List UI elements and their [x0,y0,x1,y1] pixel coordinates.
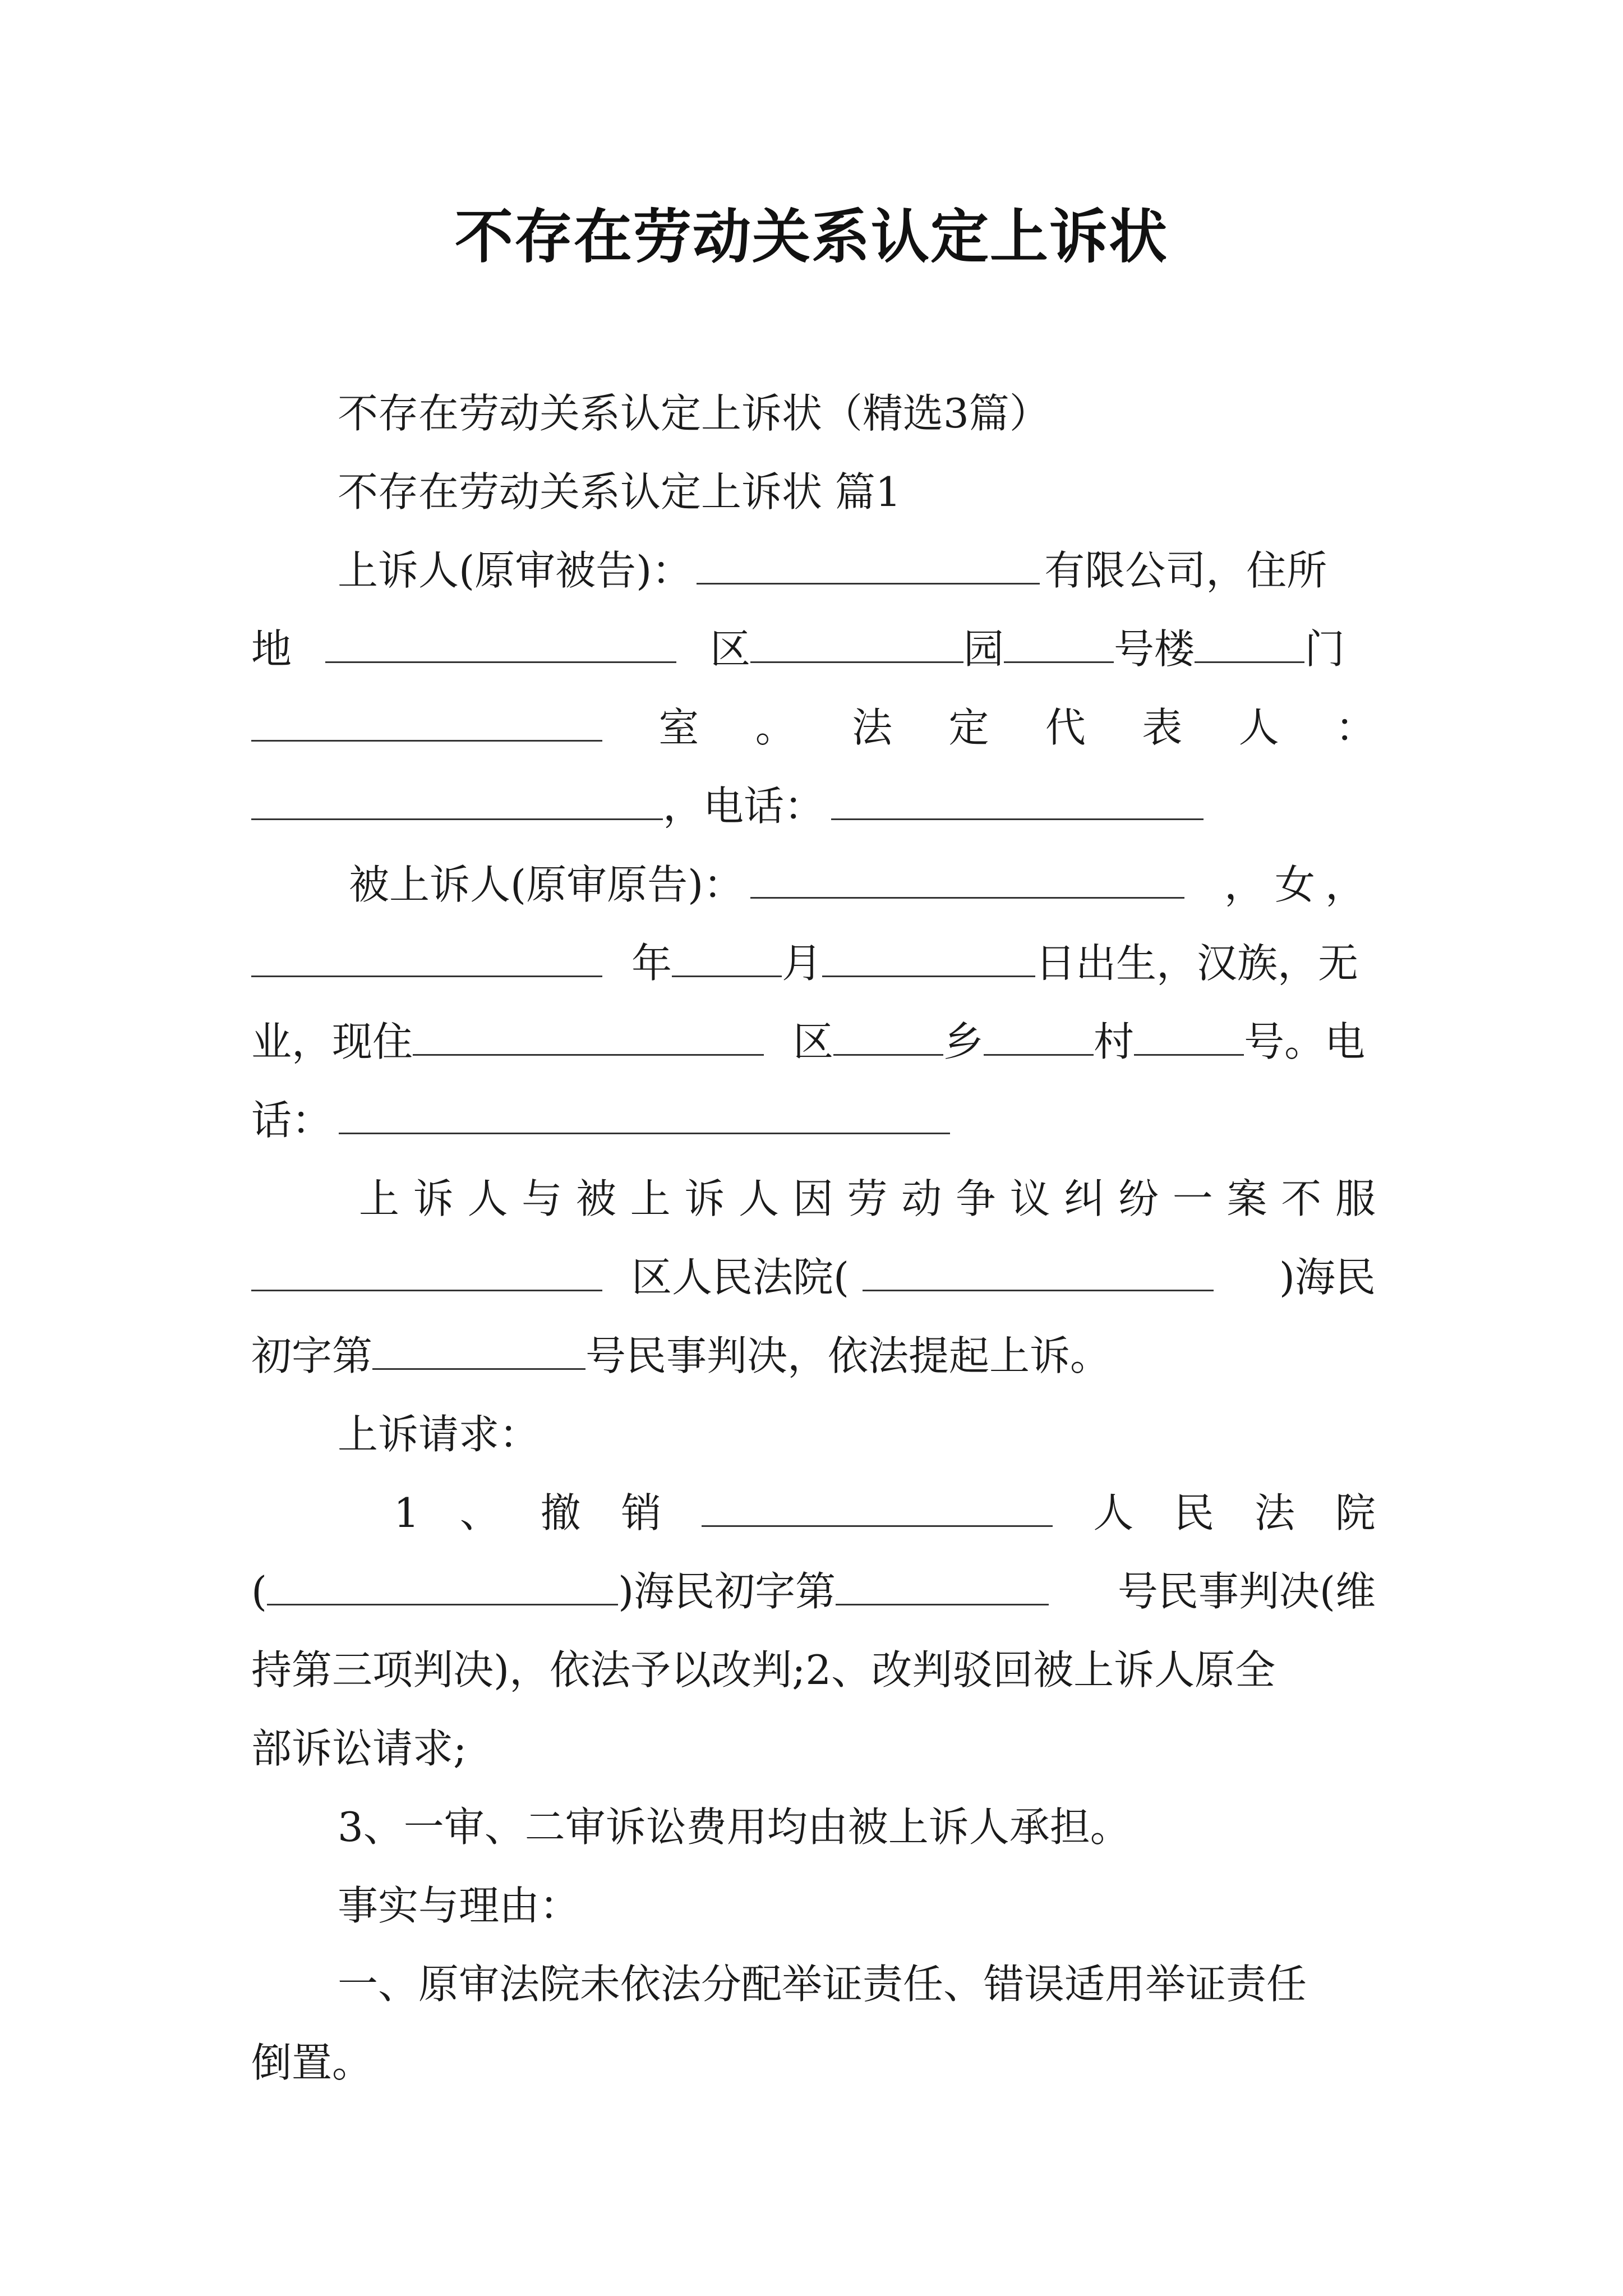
res-number-tel: 号。电 [1244,1018,1366,1065]
res-district: 区 [793,1018,834,1065]
blank-court-district [251,1249,602,1291]
blank-residence [413,1014,764,1056]
request-char: 法 [1255,1489,1295,1536]
blank-addr [325,621,676,663]
addr-building: 号楼 [1114,625,1195,673]
company-suffix: 有限公司，住所 [1044,547,1327,594]
request-line-3: 持第三项判决)，依法予以改判;2、改判驳回被上诉人原全 [251,1646,1276,1694]
case-char: 动 [901,1175,942,1222]
facts-heading: 事实与理由： [338,1882,580,1929]
case-no-prefix: 初字第 [251,1332,373,1379]
appellee-phone-label: 话： [251,1097,333,1144]
addr-gate: 门 [1304,625,1345,673]
blank-revoke-case-no [836,1563,1049,1605]
blank-birth-year [251,935,602,977]
case-char: 争 [955,1175,996,1222]
case-char: 因 [792,1175,833,1222]
case-char: 诉 [413,1175,454,1222]
case-char: 服 [1335,1175,1376,1222]
blank-gate [251,700,602,742]
appellant-line-4 [251,775,1376,837]
case-line-3 [251,1325,1376,1387]
judgment-text: 号民事判决(维 [1117,1568,1376,1615]
rep-char: 代 [1045,704,1086,751]
subtitle: 不存在劳动关系认定上诉状（精选3篇） [338,390,1050,437]
res-township: 乡 [943,1018,984,1065]
appellee-line-3 [251,1011,1376,1073]
appellant-line-3 [251,697,1376,758]
request-1-line-2 [251,1561,1376,1622]
rep-char: 法 [852,704,893,751]
blank-revoke-year [267,1563,618,1605]
case-line-2 [251,1246,1376,1308]
blank-building [1195,621,1304,663]
document-title: 不存在劳动关系认定上诉状 [454,202,1168,271]
appellant-line-1 [338,540,1376,601]
blank-garden [1004,621,1114,663]
birth-suffix: 日出生，汉族，无 [1035,940,1359,987]
case-char: 纠 [1064,1175,1105,1222]
request-1-line-1 [394,1482,1376,1544]
job-residence: 业，现住 [251,1018,413,1065]
appellee-label: 被上诉人(原审原告)： [349,861,744,908]
request-char: 院 [1335,1489,1376,1536]
birth-month: 月 [782,940,823,987]
case-char: 纷 [1118,1175,1159,1222]
blank-case-no [372,1328,585,1370]
appellant-line-2 [251,618,1376,680]
case-char: 上 [630,1175,671,1222]
case-char: 被 [575,1175,616,1222]
case-char: 不 [1281,1175,1322,1222]
case-char: 诉 [684,1175,725,1222]
case-char: 劳 [847,1175,888,1222]
blank-res-township [984,1014,1094,1056]
section-heading: 不存在劳动关系认定上诉状 篇1 [338,468,901,516]
addr-period: 。 [755,704,796,751]
addr-district: 区 [710,625,751,673]
facts-point-1-cont: 倒置。 [251,2039,373,2086]
appellant-label: 上诉人(原审被告)： [338,547,693,594]
case-char: 案 [1227,1175,1267,1222]
court-close: )海民 [1279,1254,1376,1301]
request-char: 人 [1093,1489,1134,1536]
request-char: 、 [459,1489,500,1536]
request-char: 1 [394,1489,419,1536]
blank-appellant-phone [831,778,1204,820]
blank-rep [251,778,663,820]
blank-court-year [863,1249,1214,1291]
case-char: 议 [1009,1175,1050,1222]
addr-prefix: 地 [251,625,292,673]
addr-garden: 园 [963,625,1004,673]
rep-char: 定 [948,704,989,751]
request-item-3: 3、一审、二审诉讼费用均由被上诉人承担。 [338,1803,1131,1851]
request-char: 撤 [540,1489,581,1536]
case-line-1 [359,1168,1376,1230]
case-char: 人 [467,1175,508,1222]
blank-birth-month [672,935,782,977]
facts-point-1: 一、原审法院未依法分配举证责任、错误适用举证责任 [338,1961,1307,2008]
paren-close-suffix: )海民初字第 [618,1568,836,1615]
rep-char: 表 [1142,704,1183,751]
case-char: 人 [739,1175,780,1222]
blank-district [750,621,963,663]
case-char: 上 [359,1175,400,1222]
appellee-line-1 [349,854,1376,915]
blank-appellee-name [750,857,1184,899]
blank-res-village [1134,1014,1244,1056]
blank-birth-day [822,935,1035,977]
rep-char: ： [1335,704,1376,751]
addr-room: 室 [658,704,699,751]
request-char: 销 [621,1489,662,1536]
appellee-gender: ，女， [1224,861,1376,908]
paren-open: ( [251,1568,268,1615]
rep-char: 人 [1238,704,1279,751]
request-char: 民 [1174,1489,1215,1536]
appellee-line-4 [251,1089,1376,1151]
blank-revoke-court [702,1485,1053,1527]
case-no-suffix: 号民事判决，依法提起上诉。 [585,1332,1111,1379]
request-line-4: 部诉讼请求; [251,1725,467,1772]
requests-heading: 上诉请求： [338,1411,540,1458]
case-char: 一 [1172,1175,1213,1222]
birth-year: 年 [631,940,672,987]
blank-appellee-phone [339,1092,950,1134]
case-char: 与 [522,1175,562,1222]
appellee-line-2 [251,932,1376,994]
court-open: 区人民法院( [631,1254,850,1301]
blank-company [697,542,1040,585]
appellant-phone-label: ，电话： [663,783,825,830]
res-village: 村 [1094,1018,1135,1065]
blank-res-district [833,1014,943,1056]
